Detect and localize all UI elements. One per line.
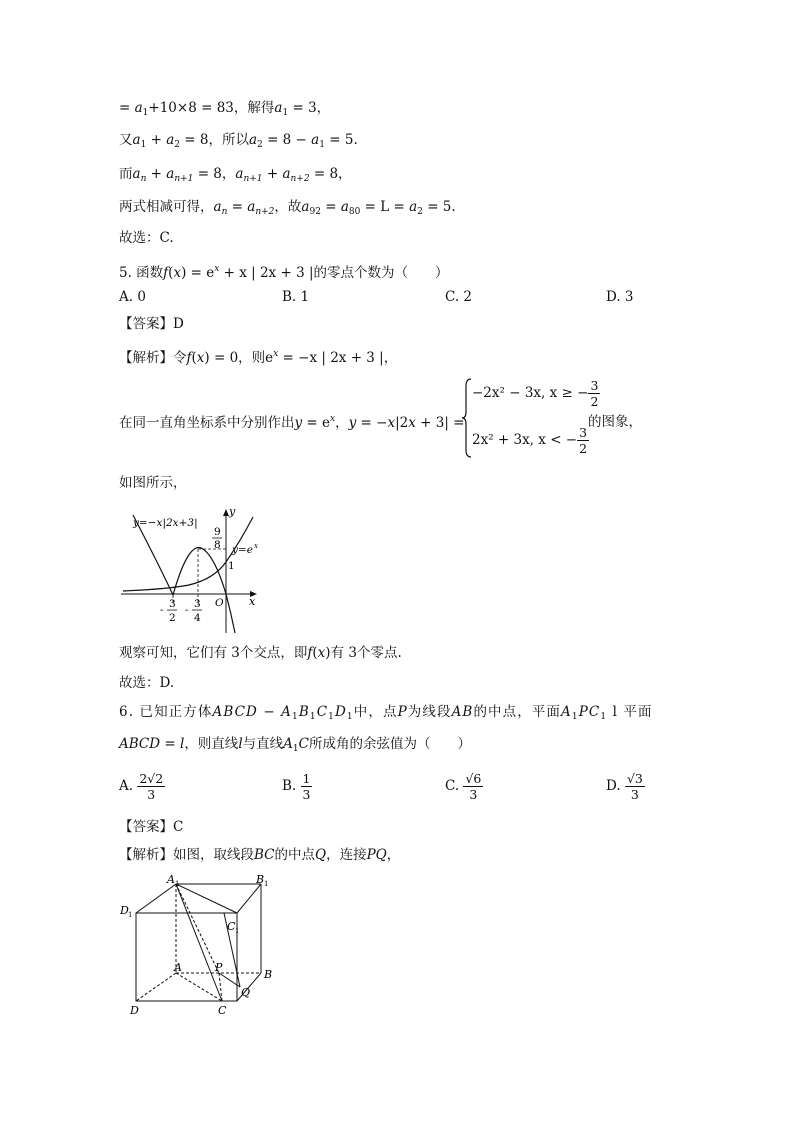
label-A1-sub: 1 — [175, 880, 180, 888]
q5-choice: 故选：D. — [119, 675, 175, 691]
label-98-den: 8 — [214, 539, 221, 551]
label-B1: B — [256, 873, 265, 886]
piecewise-brace — [462, 378, 472, 458]
q5-solution-2-tail: 的图象， — [588, 414, 642, 430]
solution-line-2: 又$a_1 + a_2 = 8$，所以$a_2 = 8 - a_1 = 5$. — [119, 132, 358, 150]
q6-solution-1: 【解析】如图，取线段BC的中点Q，连接PQ， — [119, 847, 401, 863]
label-P: P — [215, 961, 223, 974]
label-D1: D — [120, 904, 129, 917]
q5-solution-3: 如图所示， — [119, 475, 187, 491]
label-Q: Q — [241, 986, 251, 999]
hidden-a1-p — [176, 884, 219, 973]
label-one: 1 — [228, 560, 235, 572]
label-abs: y=−x|2x+3| — [133, 517, 198, 529]
label-32-den: 2 — [169, 612, 176, 624]
q5-option-a: A. 0 — [119, 289, 146, 305]
label-C1-sub: 1 — [235, 927, 240, 935]
edge-d1-a1 — [136, 884, 176, 913]
q6-option-d: D. $\frac{√3}{3}$ — [606, 771, 643, 802]
label-34-num: 3 — [194, 598, 201, 610]
q5-option-c: C. 2 — [445, 289, 473, 305]
piecewise-top: −2x² − 3x, x ≥ − $\frac{3}{2}$ — [472, 378, 599, 409]
label-A: A — [174, 961, 182, 974]
label-D: D — [130, 1004, 139, 1017]
label-34-den: 4 — [194, 612, 201, 624]
label-A1: A — [167, 873, 175, 886]
solution-line-4: 两式相减可得，$a_n = a_{n+2}$，故$a_{92} = a_{80} = L = a_2 = 5$. — [119, 199, 456, 217]
label-B1-sub: 1 — [264, 880, 269, 888]
q5-option-d: D. 3 — [606, 289, 634, 305]
label-D1-sub: 1 — [128, 911, 133, 919]
label-exp: y=e — [232, 544, 253, 556]
edge-a1-c — [176, 884, 222, 1001]
question-6-line-1: 6. 已知正方体ABCD − $A_1B_1C_1D_1$中，点P为线段AB的中点，平面$A_1PC_1$ l 平面 — [119, 704, 653, 722]
question-5: 5. 函数$f(x) = e^x + x$ | 2x + 3 |的零点个数为（ ） — [119, 264, 449, 281]
q5-solution-2: 在同一直角坐标系中分别作出$y = e^x$，y = −x|2x + 3| = — [119, 414, 465, 431]
label-y: y — [229, 505, 236, 518]
q5-solution-1: 【解析】令f(x) = 0，则$e^x = -x$ | 2x + 3 |， — [119, 349, 398, 366]
label-m34-minus: - — [185, 604, 189, 616]
piecewise-bottom: 2x² + 3x, x < − $\frac{3}{2}$ — [472, 425, 588, 456]
q5-option-b: B. 1 — [282, 289, 310, 305]
hidden-a-d — [136, 973, 176, 1001]
hidden-a-c — [176, 973, 222, 1001]
solution-line-1: = $a_1+10\times 8 = 83$，解得$a_1 = 3$， — [119, 100, 331, 118]
q6-option-b: B. $\frac{1}{3}$ — [282, 771, 311, 802]
label-32-num: 3 — [169, 598, 176, 610]
cube-front-face — [136, 913, 240, 1001]
function-graph — [119, 505, 279, 635]
label-m32-minus: - — [160, 604, 164, 616]
label-x: x — [249, 595, 256, 608]
label-origin: O — [215, 597, 224, 609]
label-98-num: 9 — [214, 526, 221, 538]
edge-b1-c1 — [237, 884, 261, 913]
q6-answer: 【答案】C — [119, 819, 184, 835]
label-B: B — [264, 968, 273, 981]
q6-option-c: C. $\frac{√6}{3}$ — [445, 771, 482, 802]
label-C: C — [218, 1004, 227, 1017]
edge-a1-c1 — [176, 884, 237, 913]
solution-line-3: 而$a_n + a_{n+1} = 8$，$a_{n+1} + a_{n+2} = 8$， — [119, 166, 352, 184]
answer-choice-line: 故选：C. — [119, 230, 174, 246]
q5-solution-4: 观察可知，它们有 3个交点，即f(x)有 3个零点. — [119, 645, 402, 661]
q5-answer: 【答案】D — [119, 316, 184, 332]
q6-option-a: A. $\frac{2√2}{3}$ — [119, 771, 164, 802]
label-C1: C — [227, 920, 236, 933]
cube-figure — [119, 872, 284, 1022]
label-exp-sup: x — [254, 542, 258, 550]
question-6-line-2: ABCD = l，则直线l与直线$A_1C$所成角的余弦值为（ ） — [119, 736, 471, 754]
